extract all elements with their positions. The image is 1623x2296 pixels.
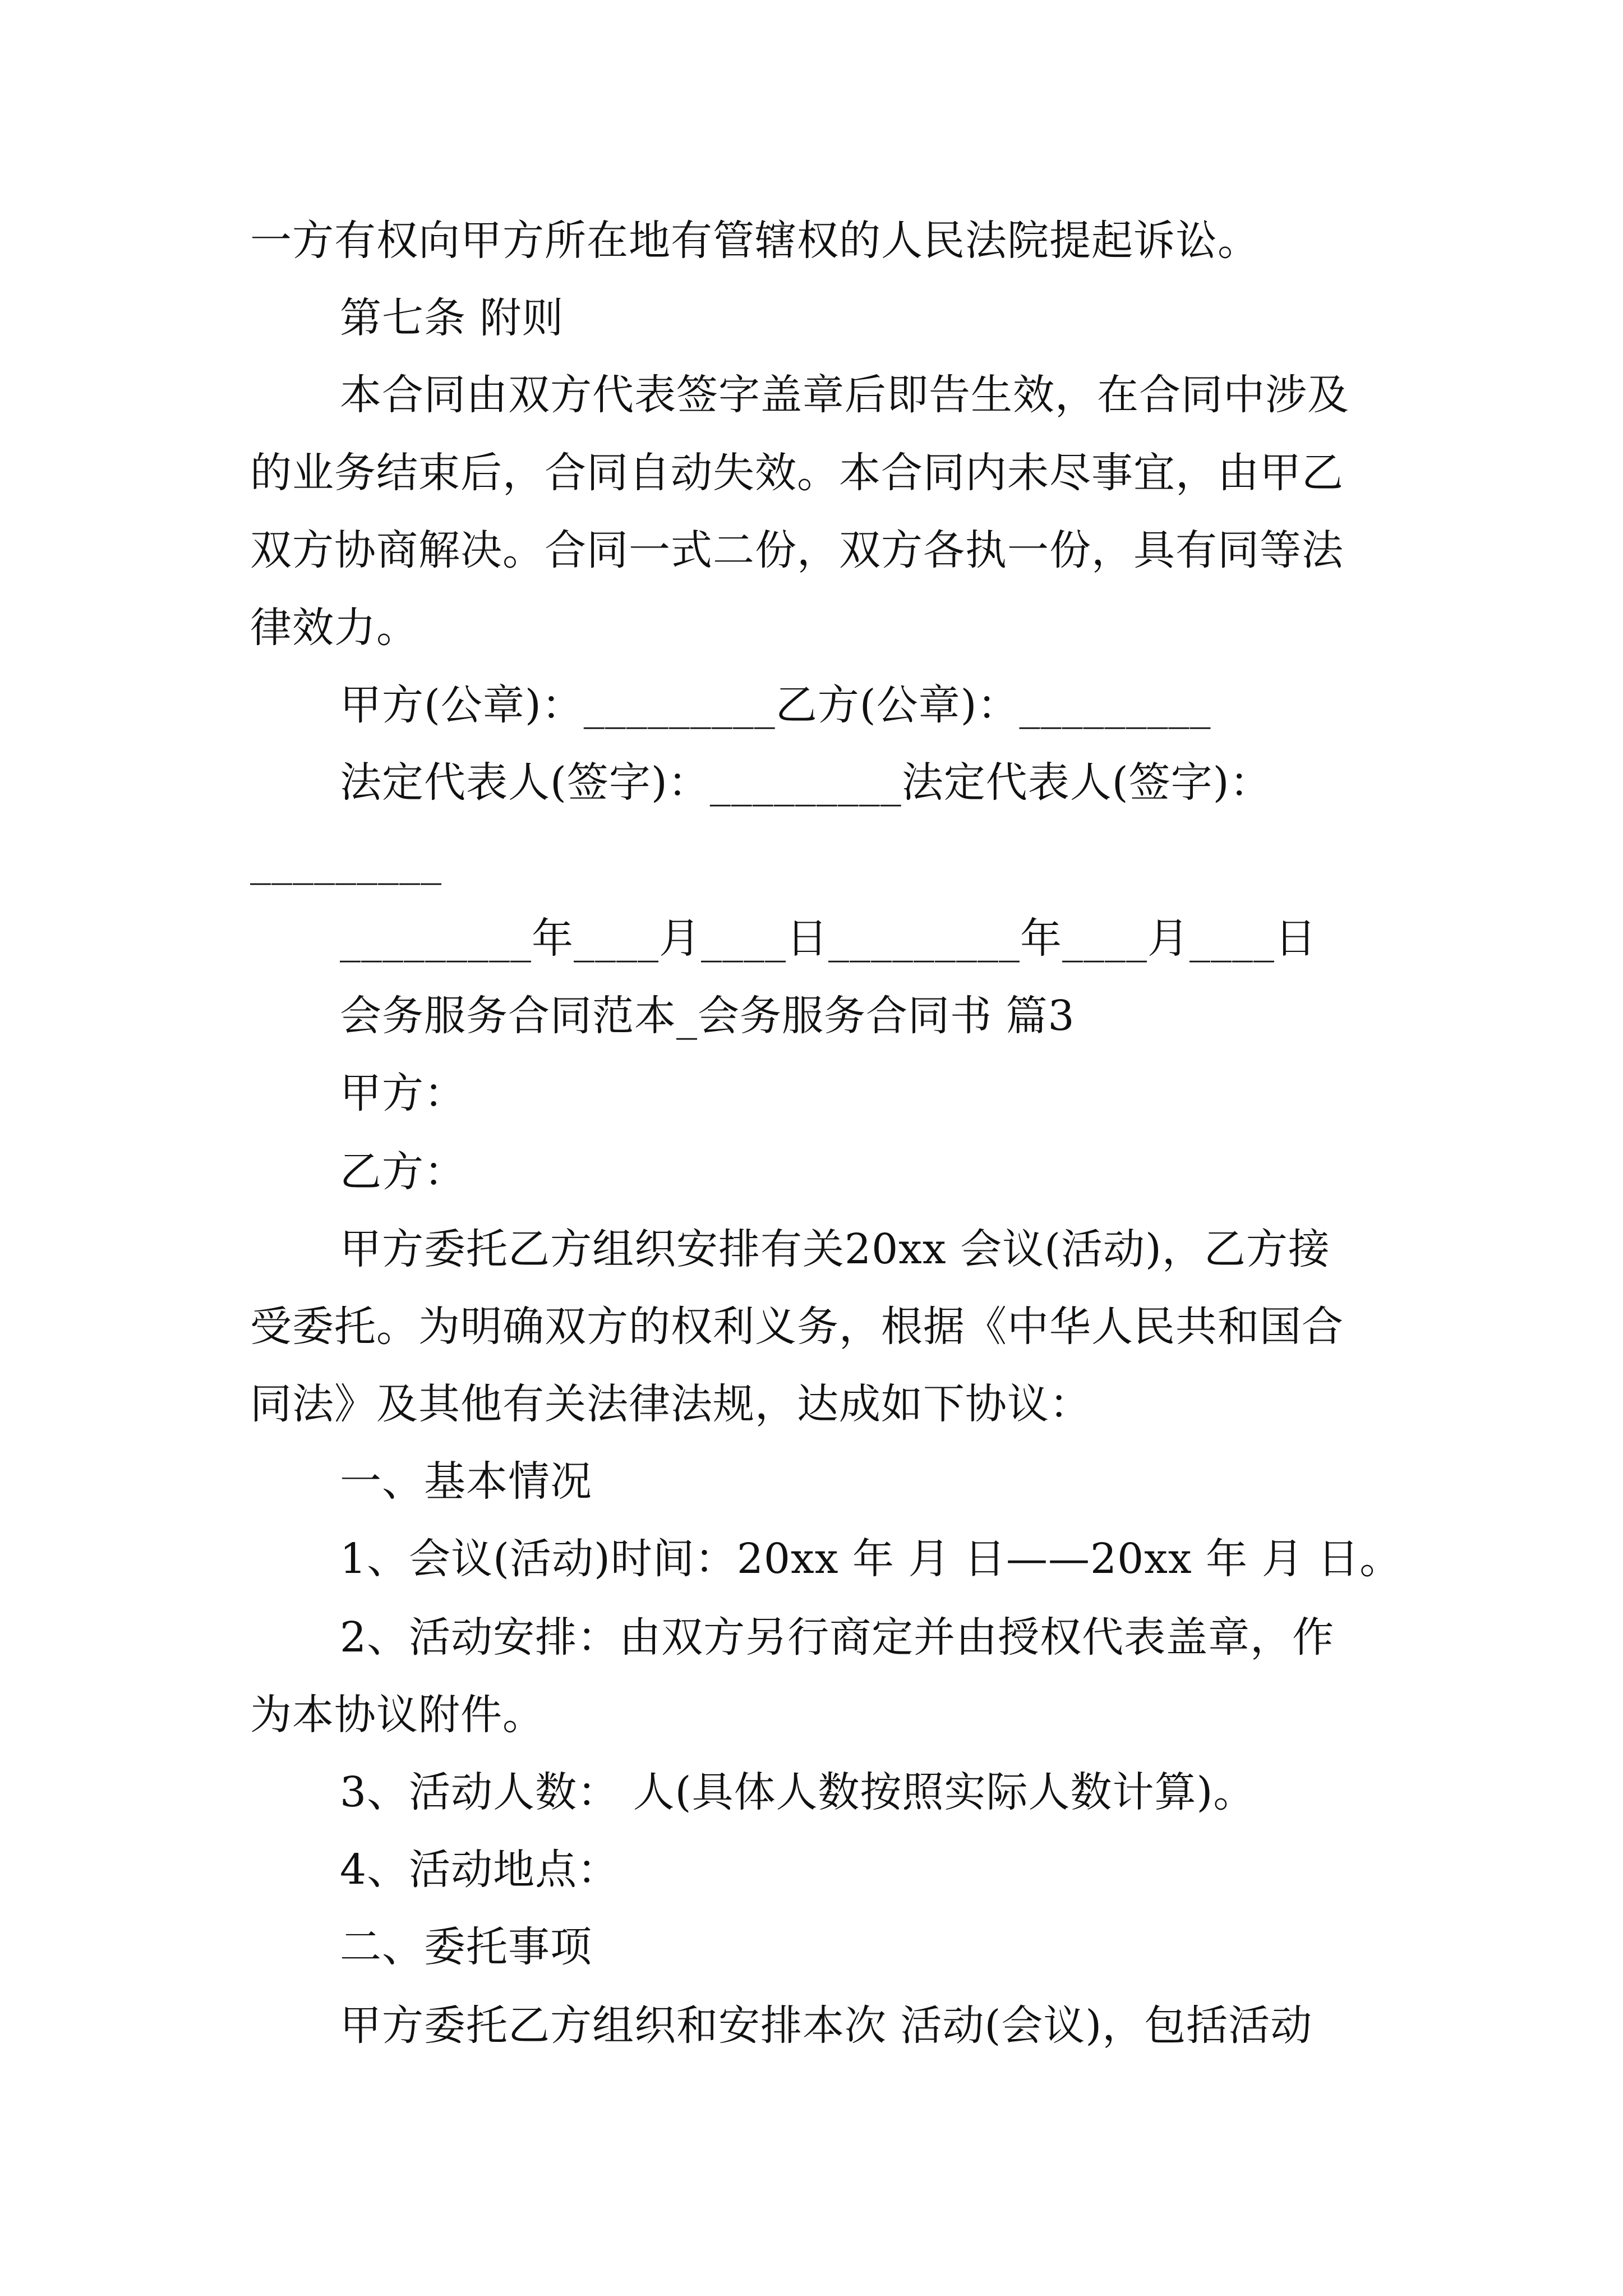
text-line: 一方有权向甲方所在地有管辖权的人民法院提起诉讼。: [250, 217, 1260, 265]
list-item: 1、会议(活动)时间：20xx 年 月 日——20xx 年 月 日。: [340, 1535, 1402, 1583]
clause-heading: 一、基本情况: [340, 1457, 592, 1506]
text-line: 双方协商解决。合同一式二份，双方各执一份，具有同等法: [250, 526, 1344, 574]
text-line: 甲方委托乙方组织和安排本次 活动(会议)，包括活动: [340, 2001, 1313, 2050]
text-line: 甲方委托乙方组织安排有关20xx 会议(活动)，乙方接: [340, 1225, 1330, 1273]
text-line: 同法》及其他有关法律法规，达成如下协议：: [250, 1380, 1091, 1428]
text-line: 律效力。: [250, 604, 418, 652]
text-line: 受委托。为明确双方的权利义务，根据《中华人民共和国合: [250, 1303, 1344, 1351]
list-item: 3、活动人数： 人(具体人数按照实际人数计算)。: [340, 1768, 1256, 1816]
list-item: 4、活动地点：: [340, 1846, 620, 1894]
text-line: 为本协议附件。: [250, 1691, 545, 1739]
signature-blank: _________: [250, 837, 442, 885]
section-title: 会务服务合同范本_会务服务合同书 篇3: [340, 992, 1075, 1040]
seal-line: 甲方(公章)：_________乙方(公章)：_________: [340, 681, 1211, 729]
article-heading: 第七条 附则: [340, 294, 564, 342]
text-line: 本合同由双方代表签字盖章后即告生效，在合同中涉及: [340, 371, 1349, 419]
text-line: 的业务结束后，合同自动失效。本合同内未尽事宜，由甲乙: [250, 449, 1344, 497]
clause-heading: 二、委托事项: [340, 1923, 592, 1971]
party-b-label: 乙方：: [340, 1148, 466, 1196]
party-a-label: 甲方：: [340, 1069, 466, 1117]
list-item: 2、活动安排：由双方另行商定并由授权代表盖章，作: [340, 1613, 1335, 1662]
signature-line: 法定代表人(签字)：_________法定代表人(签字)：: [340, 758, 1272, 807]
date-line: _________年____月____日_________年____月____日: [340, 914, 1317, 963]
